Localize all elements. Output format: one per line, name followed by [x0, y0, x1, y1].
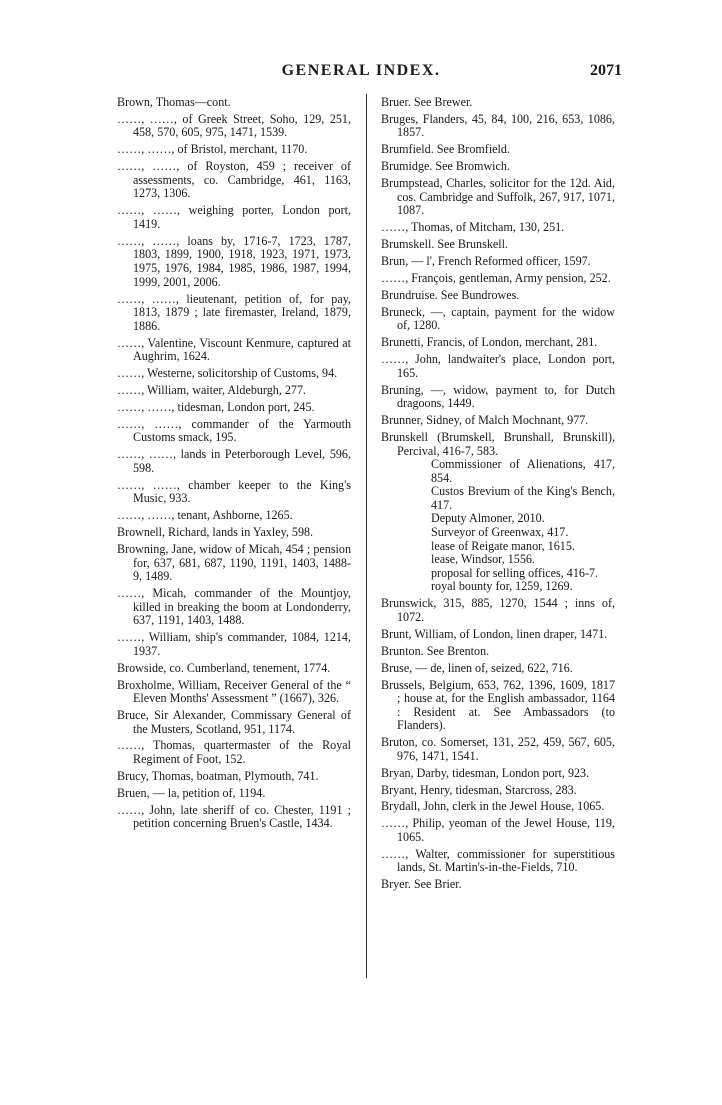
index-entry: Brumpstead, Charles, solicitor for the 12d. Aid, cos. Cambridge and Suffolk, 267, 917, 1071, 1087.: [381, 176, 615, 218]
index-entry: Brumidge. See Bromwich.: [381, 159, 510, 174]
index-entry: ……, ……, commander of the Yarmouth Customs smack, 195.: [117, 416, 351, 445]
index-entry: Brunt, William, of London, linen draper, 1471.: [381, 626, 608, 641]
index-subentry: Custos Brevium of the King's Bench, 417.: [431, 484, 615, 512]
index-entry: Brucy, Thomas, boatman, Plymouth, 741.: [117, 768, 319, 783]
index-entry: ……, Valentine, Viscount Kenmure, captured at Aughrim, 1624.: [117, 335, 351, 364]
index-entry: ……, ……, lieutenant, petition of, for pay, 1813, 1879 ; late firemaster, Ireland, 1879, 1886.: [117, 291, 351, 333]
index-entry: Brydall, John, clerk in the Jewel House, 1065.: [381, 799, 605, 814]
page-header: [0, 62, 722, 86]
index-entry: Broxholme, William, Receiver General of the “ Eleven Months' Assessment ” (1667), 326.: [117, 677, 351, 706]
index-entry: Brundruise. See Bundrowes.: [381, 287, 520, 302]
index-entry: ……, François, gentleman, Army pension, 252.: [381, 270, 611, 285]
index-subentry: lease of Reigate manor, 1615.: [431, 538, 575, 553]
index-entry: ……, ……, weighing porter, London port, 1419.: [117, 203, 351, 231]
index-entry: ……, Micah, commander of the Mountjoy, killed in breaking the boom at Londonderry, 637, 1191, 1403, 1488.: [117, 586, 351, 628]
index-entry: ……, Philip, yeoman of the Jewel House, 119, 1065.: [381, 816, 615, 844]
index-entry: Brumskell. See Brunskell.: [381, 237, 508, 252]
index-entry: ……, Westerne, solicitorship of Customs, 94.: [117, 366, 338, 381]
index-entry: Brunskell (Brumskell, Brunshall, Brunskill), Percival, 416-7, 583.: [381, 429, 615, 458]
index-entry: ……, ……, tidesman, London port, 245.: [117, 399, 315, 414]
index-entry: Brumfield. See Bromfield.: [381, 142, 510, 157]
index-entry: Bruton, co. Somerset, 131, 252, 459, 567, 605, 976, 1471, 1541.: [381, 735, 615, 763]
index-entry: ……, Walter, commissioner for superstitious lands, St. Martin's-in-the-Fields, 710.: [381, 846, 615, 875]
index-entry: ……, Thomas, of Mitcham, 130, 251.: [381, 220, 565, 235]
index-entry: ……, John, landwaiter's place, London port, 165.: [381, 352, 615, 380]
index-entry: Bruer. See Brewer.: [381, 95, 473, 109]
index-entry: Brown, Thomas—cont.: [117, 95, 231, 109]
index-entry: ……, William, ship's commander, 1084, 1214, 1937.: [117, 630, 351, 658]
index-entry: Brunswick, 315, 885, 1270, 1544 ; inns of, 1072.: [381, 596, 615, 624]
index-subentry: proposal for selling offices, 416-7.: [431, 565, 599, 580]
index-entry: Bruneck, —, captain, payment for the widow of, 1280.: [381, 304, 615, 333]
index-entry: Bryant, Henry, tidesman, Starcross, 283.: [381, 782, 577, 797]
index-entry: Browside, co. Cumberland, tenement, 1774.: [117, 660, 331, 675]
index-entry: Bryer. See Brier.: [381, 877, 462, 892]
index-entry: Brunner, Sidney, of Malch Mochnant, 977.: [381, 413, 589, 428]
index-entry: Bruce, Sir Alexander, Commissary General of the Musters, Scotland, 951, 1174.: [117, 707, 351, 736]
index-subentry: Commissioner of Alienations, 417, 854.: [431, 457, 615, 485]
index-entry: ……, ……, of Bristol, merchant, 1170.: [117, 142, 308, 157]
index-entry: Bruning, —, widow, payment to, for Dutch dragoons, 1449.: [381, 382, 615, 411]
page-number: 2071: [590, 62, 622, 79]
index-entry: ……, William, waiter, Aldeburgh, 277.: [117, 382, 307, 397]
index-entry: Brownell, Richard, lands in Yaxley, 598.: [117, 525, 314, 540]
index-subentry: lease, Windsor, 1556.: [431, 552, 535, 567]
index-entry: Browning, Jane, widow of Micah, 454 ; pension for, 637, 681, 687, 1190, 1191, 1403, 1488-9, 1489.: [117, 541, 351, 584]
index-entry: ……, ……, tenant, Ashborne, 1265.: [117, 508, 293, 523]
index-entry: ……, ……, lands in Peterborough Level, 596, 598.: [117, 447, 351, 475]
index-entry: Brunetti, Francis, of London, merchant, 281.: [381, 335, 598, 350]
index-column-left: [117, 96, 351, 834]
page-title: GENERAL INDEX.: [281, 62, 441, 79]
index-entry: ……, ……, of Greek Street, Soho, 129, 251, 458, 570, 605, 975, 1471, 1539.: [117, 111, 351, 140]
index-entry: Bruse, — de, linen of, seized, 622, 716.: [381, 660, 573, 675]
index-entry: ……, Thomas, quartermaster of the Royal Regiment of Foot, 152.: [117, 738, 351, 767]
index-subentry: Deputy Almoner, 2010.: [431, 511, 545, 526]
index-entry: ……, ……, loans by, 1716-7, 1723, 1787, 1803, 1899, 1900, 1918, 1923, 1971, 1973, 1975, 1976, 1984, 1985, 1986, 1987, 1994, 1999, 2001, 2006.: [117, 233, 351, 289]
index-entry: Bryan, Darby, tidesman, London port, 923.: [381, 765, 590, 780]
index-entry: ……, ……, of Royston, 459 ; receiver of assessments, co. Cambridge, 461, 1163, 1273, 1306.: [117, 159, 351, 201]
index-column-right: [381, 96, 615, 895]
index-subentry: royal bounty for, 1259, 1269.: [431, 579, 573, 594]
index-entry: ……, ……, chamber keeper to the King's Music, 933.: [117, 477, 351, 506]
index-entry: Bruges, Flanders, 45, 84, 100, 216, 653, 1086, 1857.: [381, 111, 615, 140]
index-entry: Brun, — l', French Reformed officer, 1597.: [381, 254, 591, 269]
index-subentry: Surveyor of Greenwax, 417.: [431, 525, 569, 540]
index-entry: Brunton. See Brenton.: [381, 643, 490, 658]
index-entry: Brussels, Belgium, 653, 762, 1396, 1609, 1817 ; house at, for the English ambassador, 1164 : Resident at. See Ambassadors (to Flanders).: [381, 677, 615, 733]
index-entry: Bruen, — la, petition of, 1194.: [117, 785, 266, 800]
index-entry: ……, John, late sheriff of co. Chester, 1191 ; petition concerning Bruen's Castle, 1434.: [117, 802, 351, 831]
column-divider: [366, 94, 367, 978]
